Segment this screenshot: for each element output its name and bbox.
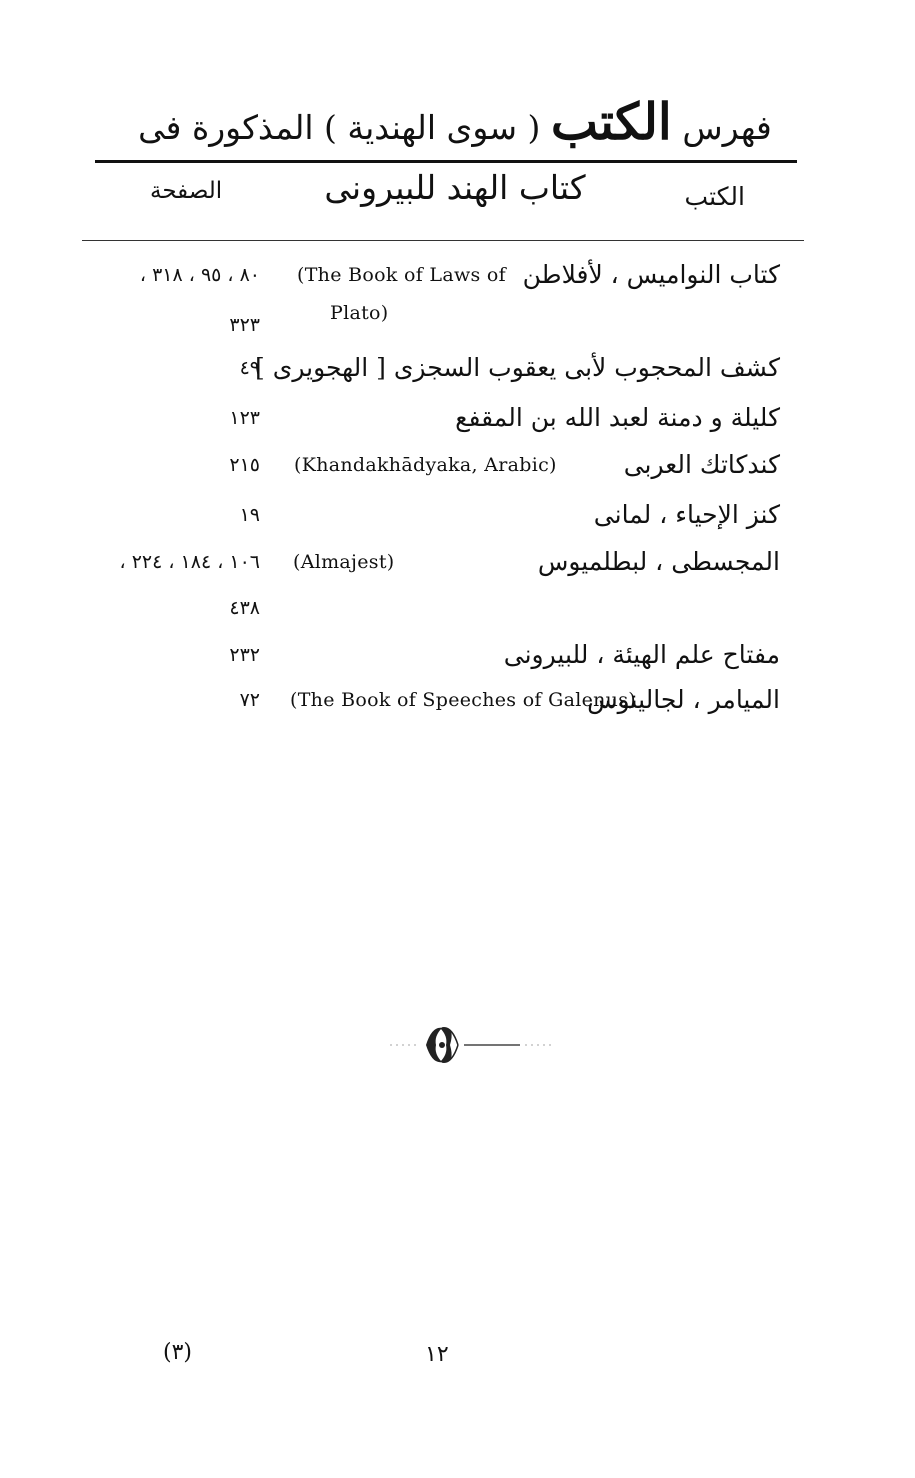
page-refs: ٧٢ bbox=[239, 689, 260, 711]
page-refs: ٢٣٢ bbox=[229, 644, 260, 666]
book-title-english: (Almajest) bbox=[293, 551, 395, 573]
page-refs: ٨٠ ، ٩٥ ، ٣١٨ ، bbox=[139, 264, 260, 286]
title-part1: فهرس bbox=[682, 108, 772, 147]
index-row bbox=[100, 492, 780, 538]
index-row bbox=[100, 539, 780, 585]
book-title-english: (The Book of Laws of bbox=[297, 264, 506, 286]
page-refs: ١٠٦ ، ١٨٤ ، ٢٢٤ ، bbox=[119, 551, 260, 573]
title-part2: ( سوى الهندية ) المذكورة فى كتاب الهند للبيرونى bbox=[138, 108, 586, 207]
page-refs: ٢١٥ bbox=[229, 454, 260, 476]
page-number: ١٢ bbox=[425, 1342, 449, 1367]
page-refs: ٤٣٨ bbox=[229, 597, 260, 619]
book-title-english: (Khandakhādyaka, Arabic) bbox=[294, 454, 557, 476]
book-title-arabic: مفتاح علم الهيئة ، للبيرونى bbox=[503, 640, 780, 669]
index-row bbox=[100, 585, 780, 631]
page-refs: ٣٢٣ bbox=[229, 314, 260, 336]
index-row bbox=[100, 677, 780, 723]
book-title-arabic: كشف المحجوب لأبى يعقوب السجزى [ الهجويرى ] bbox=[255, 353, 780, 382]
index-row bbox=[100, 395, 780, 441]
index-row bbox=[100, 632, 780, 678]
page-refs: ١٢٣ bbox=[229, 407, 260, 429]
book-title-arabic: كليلة و دمنة لعبد الله بن المقفع bbox=[455, 403, 780, 432]
book-title-arabic: كندكاتك العربى bbox=[623, 450, 780, 479]
book-title-arabic: كنز الإحياء ، لمانى bbox=[593, 500, 780, 529]
page-refs: ٤٩ bbox=[239, 357, 260, 379]
title-emphasis: الكتب bbox=[550, 92, 672, 151]
header-rule bbox=[82, 240, 804, 241]
page-refs: ١٩ bbox=[239, 504, 260, 526]
book-title-arabic: الميامر ، لجالينوس bbox=[587, 685, 780, 714]
index-row bbox=[100, 442, 780, 488]
column-header-books: الكتب bbox=[684, 182, 745, 211]
ornament-icon bbox=[380, 1020, 560, 1070]
column-header-page: الصفحة bbox=[150, 178, 223, 204]
title-rule bbox=[95, 160, 797, 163]
book-title-arabic: المجسطى ، لبطلميوس bbox=[537, 547, 780, 576]
book-title-english: Plato) bbox=[330, 302, 389, 324]
index-row bbox=[100, 345, 780, 391]
index-row bbox=[100, 290, 780, 336]
book-title-arabic: كتاب النواميس ، لأفلاطن bbox=[522, 260, 780, 289]
signature-mark: (٣) bbox=[163, 1340, 193, 1365]
book-title-english: (The Book of Speeches of Galenus) bbox=[290, 689, 636, 711]
